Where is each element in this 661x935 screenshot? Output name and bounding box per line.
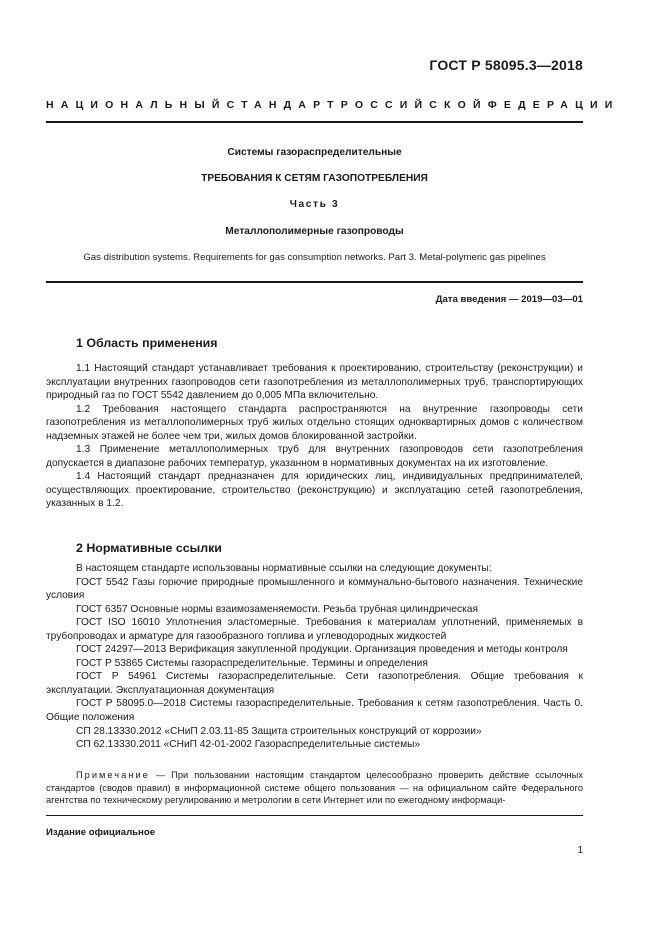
bottom-divider <box>46 815 583 816</box>
note-text: — При пользовании настоящим стандартом целесообразно проверить действие ссылочных стандартов (сводов правил) в информационной системе общего пользования — на официальном сайте Федерального агентства по техническому регулированию и метрологии в сети Интернет или по ежегодному информаци- <box>46 770 583 806</box>
banner-word: ФЕДЕРАЦИИ <box>487 99 620 111</box>
reference-item: ГОСТ Р 54961 Системы газораспределительные. Сети газопотребления. Общие требования к эксплуатации. Эксплуатационная документация <box>46 671 583 696</box>
standard-number: ГОСТ Р 58095.3—2018 <box>429 57 583 73</box>
title-line-4: Металлополимерные газопроводы <box>225 226 404 237</box>
middle-divider <box>46 281 583 283</box>
reference-item: СП 28.13330.2012 «СНиП 2.03.11-85 Защита строительных конструкций от коррозии» <box>76 725 482 737</box>
paragraph: 1.4 Настоящий стандарт предназначен для юридических лиц, индивидуальных предпринимателей, осуществляющих проектирование, строительство (реконструкцию) и эксплуатацию сетей газопотребления, указанных в 1.2. <box>46 471 583 510</box>
reference-item: ГОСТ 5542 Газы горючие природные промышленного и коммунально-бытового назначения. Технические условия <box>46 576 583 602</box>
title-part: Часть 3 <box>289 199 340 210</box>
english-title: Gas distribution systems. Requirements for gas consumption networks. Part 3. Metal-polymeric gas pipelines <box>83 252 546 263</box>
paragraph: В настоящем стандарте использованы нормативные ссылки на следующие документы: <box>76 563 492 574</box>
section-heading: 2 Нормативные ссылки <box>76 541 222 555</box>
note <box>46 769 583 807</box>
title-line-1: Системы газораспределительные <box>227 147 402 158</box>
reference-item: ГОСТ 6357 Основные нормы взаимозаменяемости. Резьба трубная цилиндрическая <box>76 603 478 615</box>
note-label: Примечание <box>76 770 150 780</box>
section-references <box>46 540 583 752</box>
paragraph: 1.3 Применение металлополимерных труб для внутренних газопроводов сети газопотребления допускается в диапазоне рабочих температур, указанном в нормативных документах на их изготовление. <box>46 444 583 469</box>
reference-item: ГОСТ Р 53865 Системы газораспределительные. Термины и определения <box>76 657 428 669</box>
section-heading: 1 Область применения <box>76 336 218 350</box>
national-standard-banner <box>46 99 620 113</box>
reference-item: СП 62.13330.2011 «СНиП 42-01-2002 Газораспределительные системы» <box>76 739 421 751</box>
reference-item: ГОСТ Р 58095.0—2018 Системы газораспределительные. Требования к сетям газопотребления. Часть 0. Общие положения <box>46 698 583 724</box>
page-number: 1 <box>577 845 583 856</box>
reference-item: ГОСТ ISO 16010 Уплотнения эластомерные. Требования к материалам уплотнений, применяемых в трубопроводах и арматуре для газообразного топлива и углеводородных жидкостей <box>46 617 583 642</box>
edition-label: Издание официальное <box>46 827 156 838</box>
title-line-2: ТРЕБОВАНИЯ К СЕТЯМ ГАЗОПОТРЕБЛЕНИЯ <box>201 173 428 184</box>
top-divider <box>46 121 583 123</box>
reference-item: ГОСТ 24297—2013 Верификация закупленной продукции. Организация проведения и методы контроля <box>76 644 568 656</box>
banner-word: СТАНДАРТ <box>226 99 341 111</box>
section-scope <box>46 335 583 511</box>
banner-word: РОССИЙСКОЙ <box>340 99 488 111</box>
banner-word: НАЦИОНАЛЬНЫЙ <box>46 99 227 111</box>
paragraph: 1.2 Требования настоящего стандарта распространяются на внутренние газопроводы сети газопотребления из металлополимерных труб жилых отдельно стоящих одноквартирных домов с количеством надземных этажей не более чем три, жилых домов блокированной застройки. <box>46 403 583 442</box>
introduction-date: Дата введения — 2019—03—01 <box>435 294 583 305</box>
paragraph: 1.1 Настоящий стандарт устанавливает требования к проектированию, строительству (реконструкции) и эксплуатации внутренних газопроводов сети газопотребления из металлополимерных труб, транспортирующих природный газ по ГОСТ 5542 давлением до 0,005 МПа включительно. <box>46 363 583 402</box>
